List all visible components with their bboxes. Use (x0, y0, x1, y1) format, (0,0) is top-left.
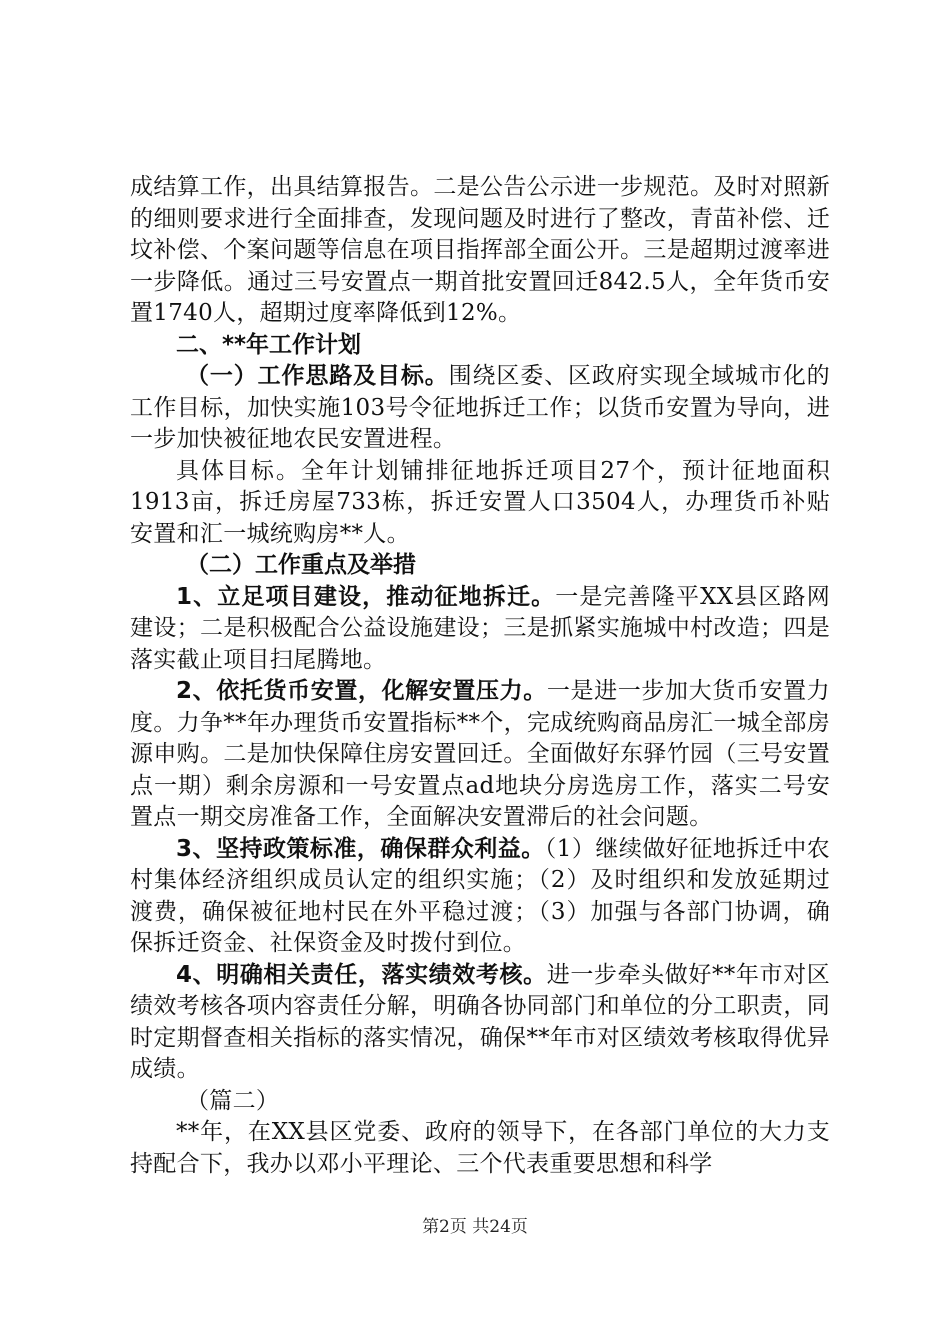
paragraph-item-4 (130, 960, 830, 1086)
body-item-1: 一是完善隆平XX县区路网建设；二是积极配合公益设施建设；三是抓紧实施城中村改造；四是落实截止项目扫尾腾地。 (130, 583, 830, 673)
heading-item-4: 4、明确相关责任，落实绩效考核。 (176, 961, 547, 988)
heading-item-1: 1、立足项目建设，推动征地拆迁。 (176, 583, 556, 610)
body-item-3: （1）继续做好征地拆迁中农村集体经济组织成员认定的组织实施；（2）及时组织和发放延期过渡费，确保被征地村民在外平稳过渡；（3）加强与各部门协调，确保拆迁资金、社保资金及时拨付到位。 (130, 835, 830, 956)
body-ideas-goals: 围绕区委、区政府实现全域城市化的工作目标，加快实施103号令征地拆迁工作；以货币安置为导向，进一步加快被征地农民安置进程。 (130, 363, 830, 452)
paragraph-item-1 (130, 582, 830, 677)
section-title-work-plan: 二、**年工作计划 (176, 331, 362, 358)
body-item-4: 进一步牵头做好**年市对区绩效考核各项内容责任分解，明确各协同部门和单位的分工职责，同时定期督查相关指标的落实情况，确保**年市对区绩效考核取得优异成绩。 (130, 961, 830, 1082)
heading-item-3: 3、坚持政策标准，确保群众利益。 (176, 835, 545, 862)
paragraph-specific-targets: 具体目标。全年计划铺排征地拆迁项目27个，预计征地面积1913亩，拆迁房屋733栋，拆迁安置人口3504人，办理货币补贴安置和汇一城统购房**人。 (130, 457, 830, 547)
body-item-2: 一是进一步加大货币安置力度。力争**年办理货币安置指标**个，完成统购商品房汇一城全部房源申购。二是加快保障住房安置回迁。全面做好东驿竹园（三号安置点一期）剩余房源和一号安置点ad地块分房选房工作，落实二号安置点一期交房准备工作，全面解决安置滞后的社会问题。 (130, 678, 830, 830)
paragraph-ideas-goals (130, 361, 830, 456)
heading-item-2: 2、依托货币安置，化解安置压力。 (176, 678, 547, 704)
heading-ideas-goals: （一）工作思路及目标。 (186, 363, 449, 389)
paragraph-settlement: 成结算工作，出具结算报告。二是公告公示进一步规范。及时对照新的细则要求进行全面排查，发现问题及时进行了整改，青苗补偿、迁坟补偿、个案问题等信息在项目指挥部全面公开。三是超期过渡率进一步降低。通过三号安置点一期首批安置回迁842.5人，全年货币安置1740人，超期过度率降低到12%。 (130, 174, 830, 326)
subsection-title-key-measures: （二）工作重点及举措 (186, 552, 416, 578)
paragraph-part-two-intro: **年，在XX县区党委、政府的领导下，在各部门单位的大力支持配合下，我办以邓小平理论、三个代表重要思想和科学 (130, 1119, 830, 1177)
paragraph-item-3 (130, 834, 830, 960)
document-body (130, 172, 830, 1180)
paragraph-item-2 (130, 676, 830, 834)
part-two-label: （篇二） (186, 1087, 280, 1114)
page-number-footer: 第2页 共24页 (422, 1217, 528, 1237)
